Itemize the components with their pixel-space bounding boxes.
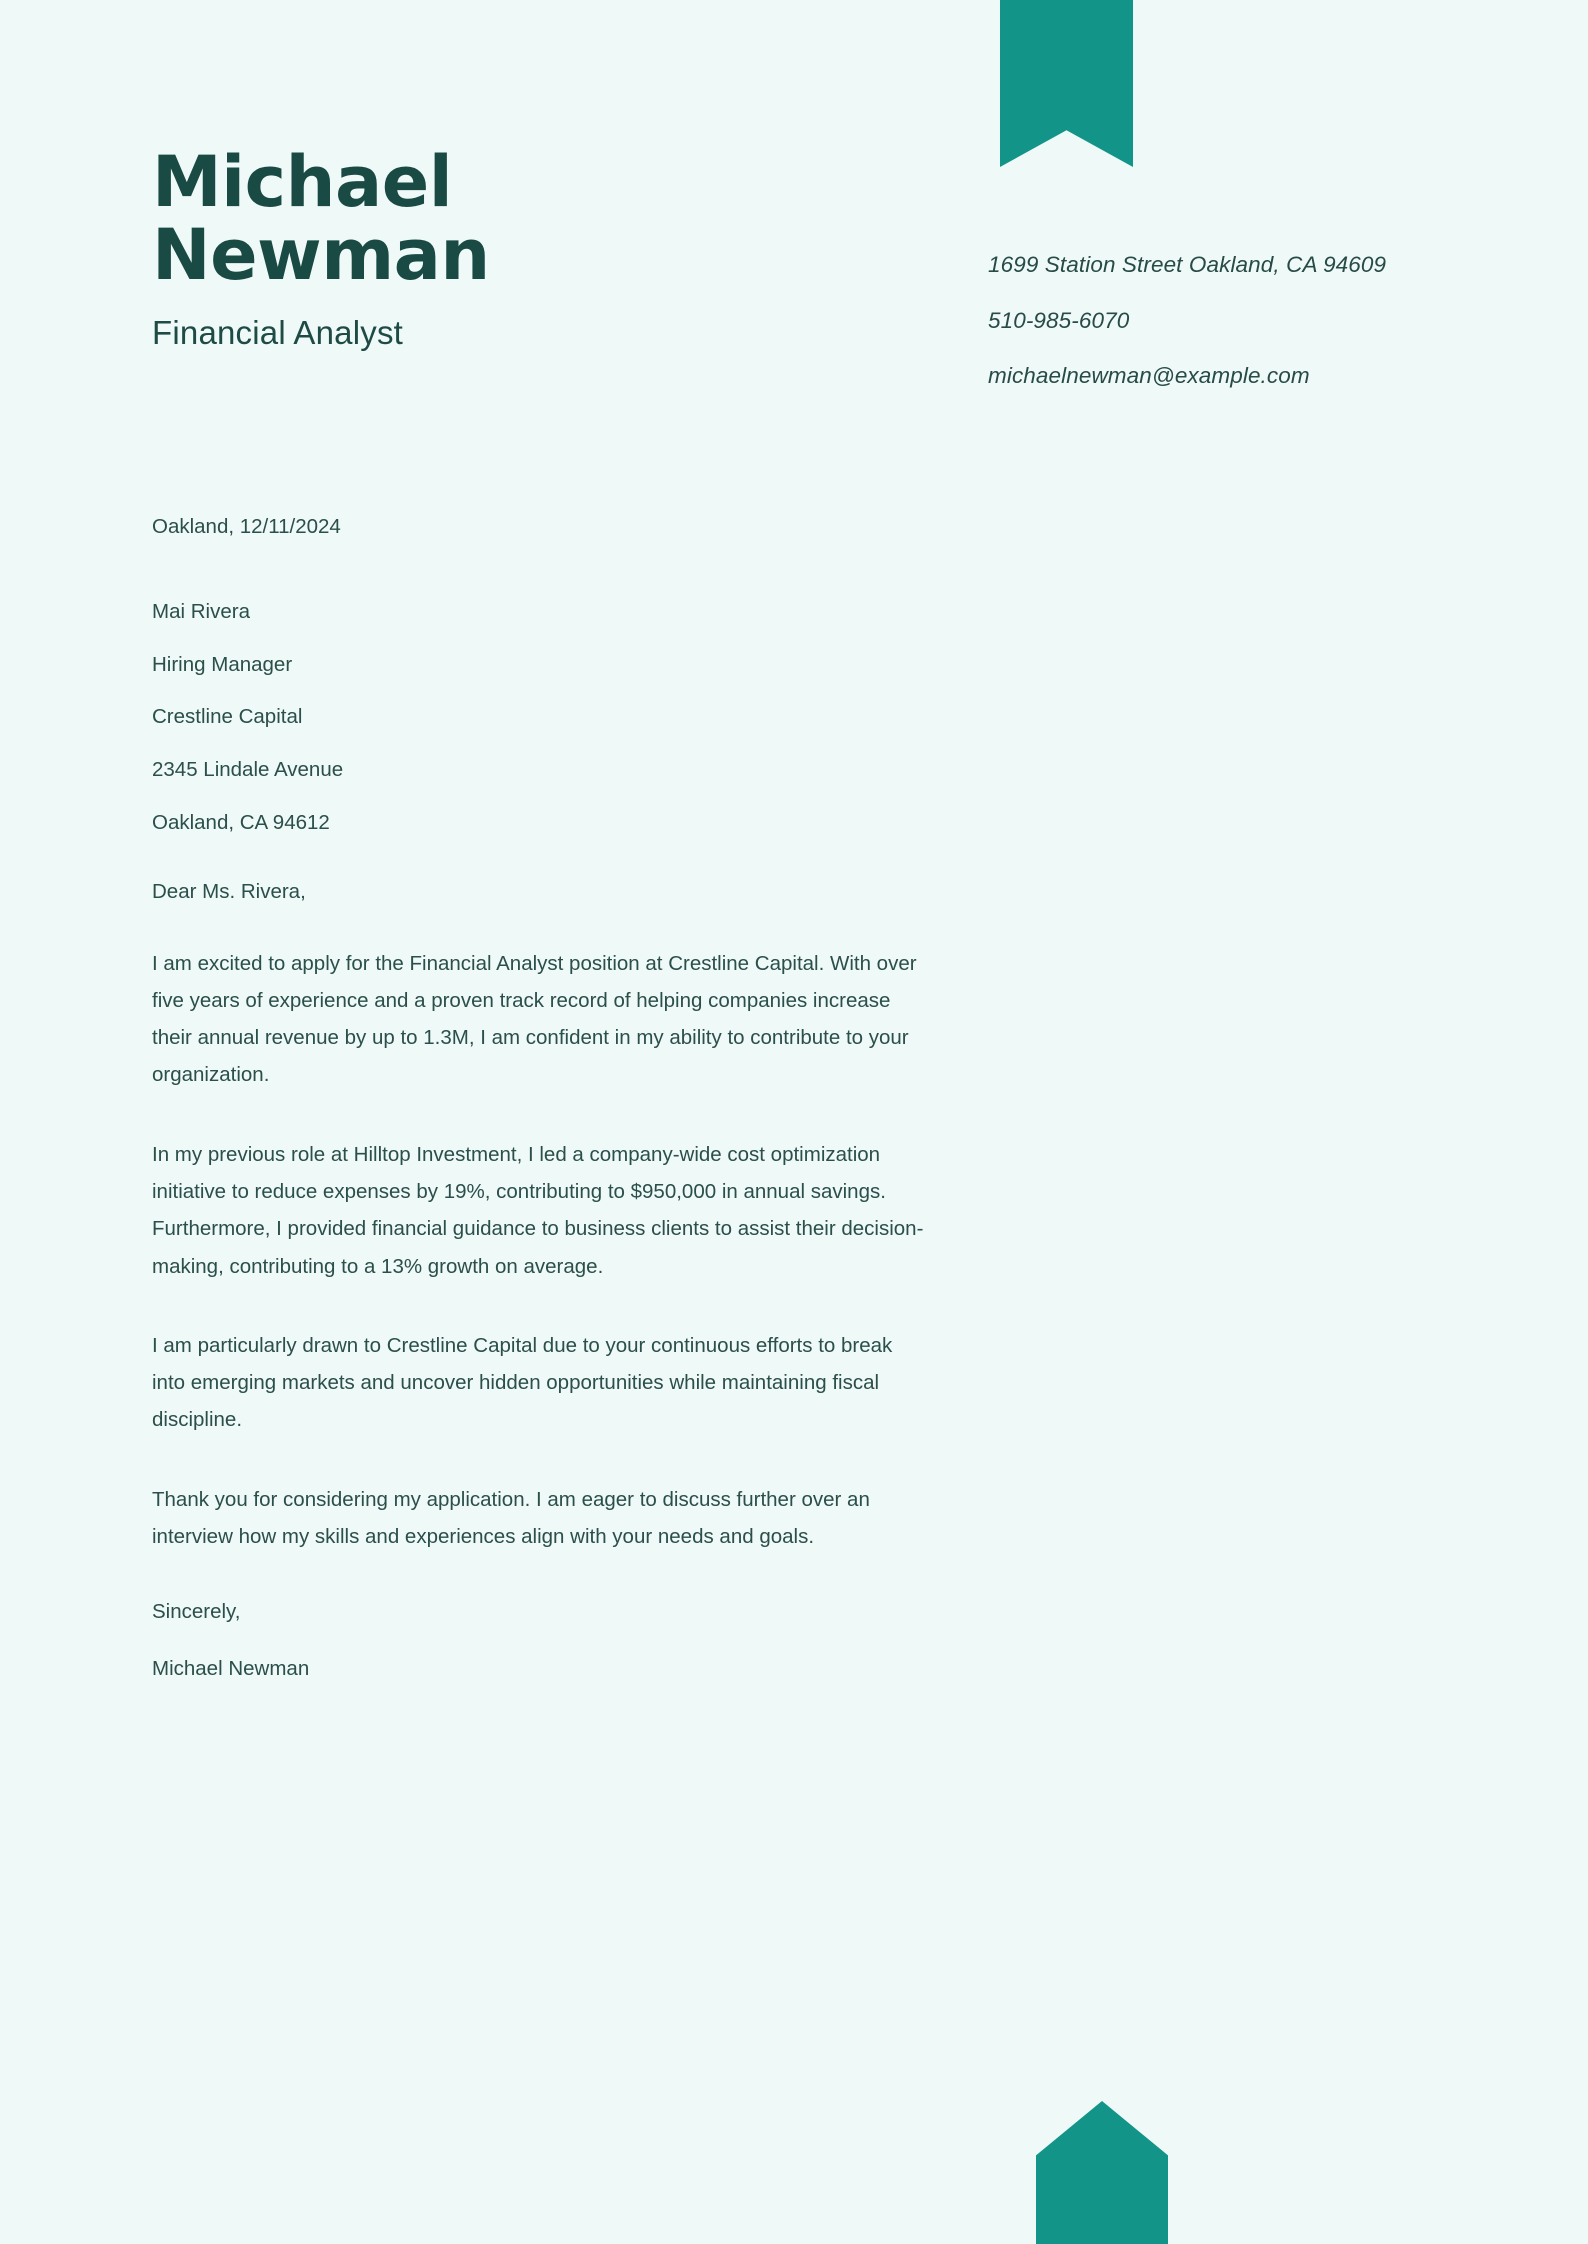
job-title: Financial Analyst <box>152 313 404 351</box>
salutation: Dear Ms. Rivera, <box>152 879 306 903</box>
contact-email[interactable]: michaelnewman@example.com <box>988 363 1310 389</box>
spacer <box>152 904 927 945</box>
recipient-block <box>152 597 927 839</box>
paragraph-2: In my previous role at Hilltop Investment, I led a company-wide cost optimization initiative to reduce expenses by 19%, contributing to $950,000 in annual savings. Furthermore, I provided financial guidance to business clients to assist their decision-making, contributing to a 13% growth on average. <box>152 1142 924 1278</box>
paragraph-4: Thank you for considering my application. I am eager to discuss further over an interview how my skills and experiences align with your needs and goals. <box>152 1487 870 1549</box>
paragraph-1: I am excited to apply for the Financial Analyst position at Crestline Capital. With over five years of experience and a proven track record of helping companies increase their annual revenue by up to 1.3M, I am confident in my ability to contribute to your organization. <box>152 951 917 1087</box>
recipient-title: Hiring Manager <box>152 652 293 676</box>
recipient-name: Mai Rivera <box>152 599 250 623</box>
sign-off: Sincerely, <box>152 1600 241 1624</box>
recipient-city: Oakland, CA 94612 <box>152 810 330 834</box>
contact-block <box>988 250 1388 391</box>
paragraph-3: I am particularly drawn to Crestline Capital due to your continuous efforts to break into emerging markets and uncover hidden opportunities while maintaining fiscal discipline. <box>152 1333 893 1432</box>
spacer <box>152 543 927 597</box>
last-name: Newman <box>152 213 490 296</box>
spacer <box>152 839 927 880</box>
contact-phone[interactable]: 510-985-6070 <box>988 307 1130 333</box>
name-block <box>152 141 672 352</box>
recipient-street: 2345 Lindale Avenue <box>152 758 344 781</box>
recipient-company: Crestline Capital <box>152 705 303 729</box>
page-title <box>152 141 672 296</box>
letter-header <box>0 0 1588 470</box>
bottom-ribbon-decoration <box>1036 2101 1168 2244</box>
first-name: Michael <box>152 141 453 223</box>
signature-name: Michael Newman <box>152 1657 310 1681</box>
letter-body <box>152 512 927 1685</box>
date-line: Oakland, 12/11/2024 <box>152 515 341 538</box>
contact-address: 1699 Station Street Oakland, CA 94609 <box>988 252 1387 277</box>
